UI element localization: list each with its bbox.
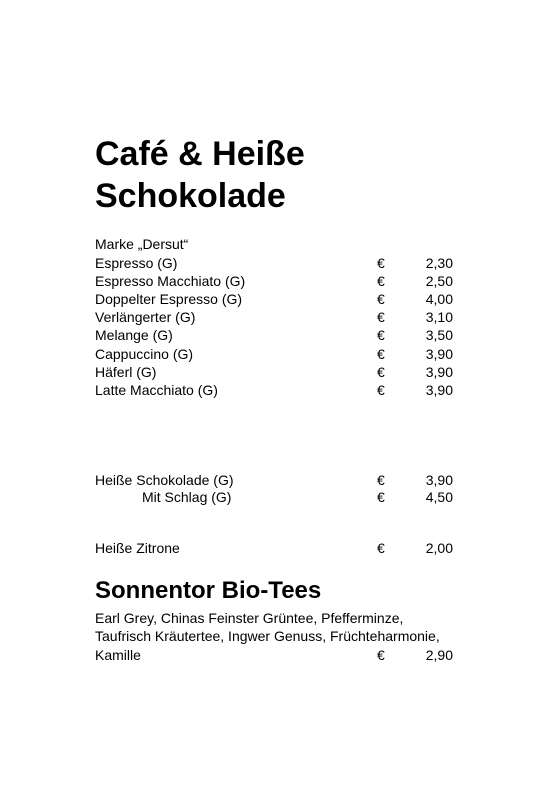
item-name: Mit Schlag (G) [142, 489, 232, 505]
item-price: 3,50 [425, 327, 453, 343]
menu-item [95, 539, 465, 558]
item-name: Latte Macchiato (G) [95, 382, 218, 398]
item-price: 3,90 [425, 346, 453, 362]
item-name: Häferl (G) [95, 364, 157, 380]
menu-item [95, 308, 465, 327]
currency-symbol: € [377, 327, 385, 343]
item-name: Melange (G) [95, 327, 173, 343]
menu-item [95, 488, 465, 507]
currency-symbol: € [377, 309, 385, 325]
item-price: 3,90 [425, 364, 453, 380]
currency-symbol: € [377, 364, 385, 380]
currency-symbol: € [377, 647, 385, 663]
menu-item [95, 326, 465, 345]
item-price: 4,00 [425, 291, 453, 307]
item-name: Heiße Schokolade (G) [95, 472, 234, 488]
menu-item [95, 646, 465, 665]
currency-symbol: € [377, 255, 385, 271]
menu-item [95, 381, 465, 400]
currency-symbol: € [377, 346, 385, 362]
menu-item [95, 345, 465, 364]
tea-list-line: Taufrisch Kräutertee, Ingwer Genuss, Früchteharmonie, [95, 628, 440, 644]
item-name: Espresso (G) [95, 255, 178, 271]
item-name: Cappuccino (G) [95, 346, 194, 362]
menu-item [95, 272, 465, 291]
currency-symbol: € [377, 540, 385, 556]
item-price: 2,30 [425, 255, 453, 271]
brand-note: Marke „Dersut“ [95, 236, 189, 252]
item-name: Verlängerter (G) [95, 309, 196, 325]
item-name: Heiße Zitrone [95, 540, 180, 556]
menu-item [95, 290, 465, 309]
currency-symbol: € [377, 489, 385, 505]
section-title-tea: Sonnentor Bio-Tees [95, 577, 322, 604]
item-price: 3,90 [425, 472, 453, 488]
item-price: 2,50 [425, 273, 453, 289]
currency-symbol: € [377, 291, 385, 307]
page-title-line-2: Schokolade [95, 177, 286, 215]
currency-symbol: € [377, 382, 385, 398]
item-price: 2,00 [425, 540, 453, 556]
page-title-line-1: Café & Heiße [95, 135, 305, 173]
item-price: 3,90 [425, 382, 453, 398]
tea-list-line: Earl Grey, Chinas Feinster Grüntee, Pfefferminze, [95, 610, 404, 626]
currency-symbol: € [377, 273, 385, 289]
item-price: 4,50 [425, 489, 453, 505]
menu-item [95, 254, 465, 273]
item-name: Kamille [95, 647, 141, 663]
item-name: Espresso Macchiato (G) [95, 273, 246, 289]
page-title [95, 133, 495, 217]
currency-symbol: € [377, 472, 385, 488]
item-name: Doppelter Espresso (G) [95, 291, 243, 307]
item-price: 2,90 [425, 647, 453, 663]
item-price: 3,10 [425, 309, 453, 325]
menu-item [95, 363, 465, 382]
